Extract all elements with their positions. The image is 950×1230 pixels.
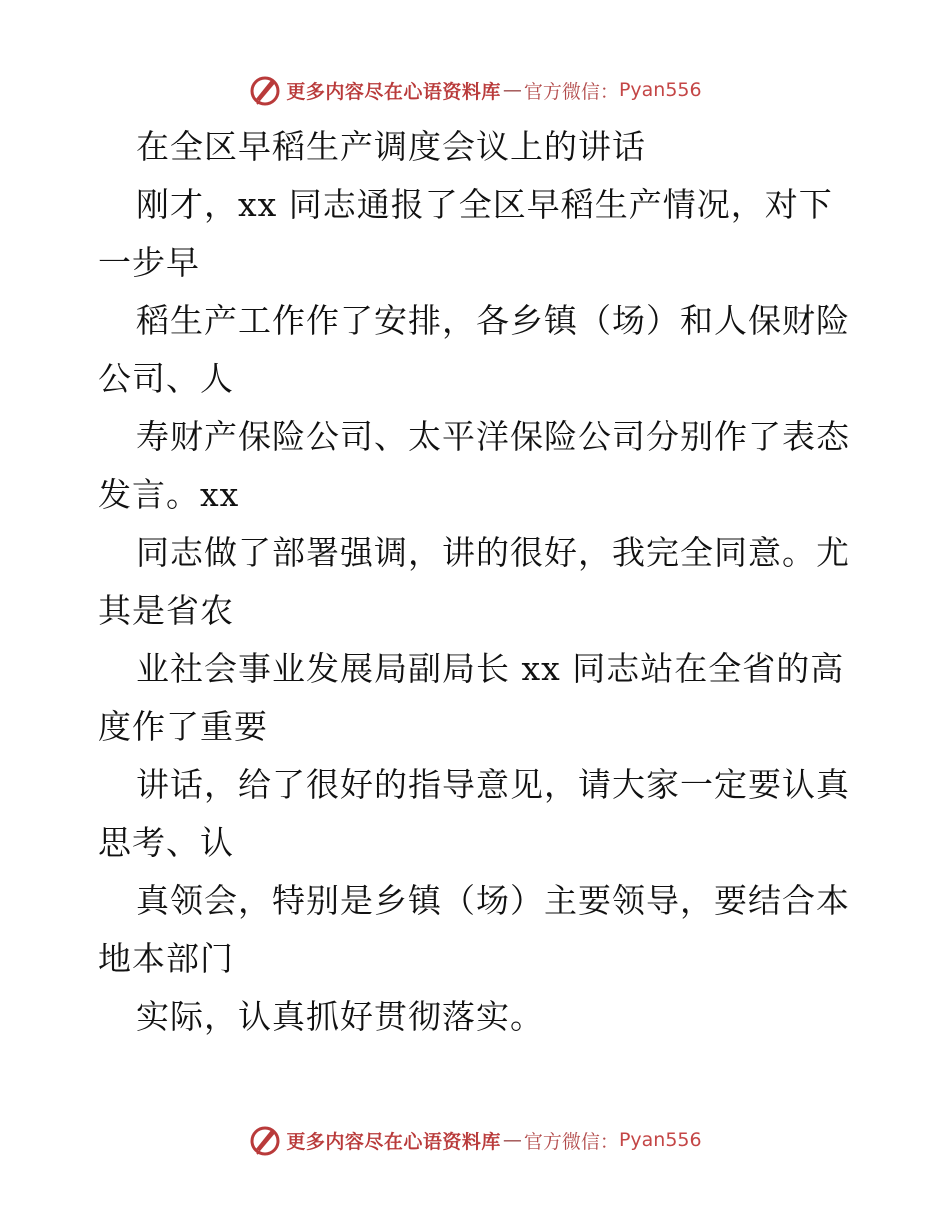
banner-text: 更多内容尽在心语资料库	[286, 80, 501, 103]
text-line: 刚才，xx 同志通报了全区早稻生产情况，对下	[136, 185, 833, 224]
document-title: 在全区早稻生产调度会议上的讲话	[136, 127, 646, 166]
text-line: 实际，认真抓好贯彻落实。	[136, 997, 544, 1036]
text-line: 寿财产保险公司、太平洋保险公司分别作了表态	[136, 417, 850, 456]
text-line: 其是省农	[98, 591, 234, 630]
banner-wechat-id: Pyan556	[618, 79, 702, 101]
document-body	[98, 118, 858, 1046]
banner-wechat-id: Pyan556	[618, 1129, 702, 1151]
text-line: 业社会事业发展局副局长 xx 同志站在全省的高	[136, 649, 845, 688]
text-line: 讲话，给了很好的指导意见，请大家一定要认真	[136, 765, 850, 804]
quill-pen-logo-icon	[248, 1123, 282, 1157]
text-line: 公司、人	[98, 359, 234, 398]
text-line: 思考、认	[98, 823, 234, 862]
banner-wechat-label: 官方微信：	[523, 80, 619, 103]
quill-pen-logo-icon	[248, 73, 282, 107]
text-line: 发言。xx	[98, 475, 240, 514]
text-line: 一步早	[98, 243, 200, 282]
footer-banner	[0, 1120, 950, 1160]
text-line: 同志做了部署强调，讲的很好，我完全同意。尤	[136, 533, 850, 572]
text-line: 度作了重要	[98, 707, 268, 746]
text-line: 稻生产工作作了安排，各乡镇（场）和人保财险	[136, 301, 850, 340]
text-line: 地本部门	[98, 939, 234, 978]
banner-separator: —	[502, 1129, 522, 1151]
header-banner	[0, 70, 950, 110]
text-line: 真领会，特别是乡镇（场）主要领导，要结合本	[136, 881, 850, 920]
banner-separator: —	[502, 79, 522, 101]
banner-wechat-label: 官方微信：	[523, 1130, 619, 1153]
banner-text: 更多内容尽在心语资料库	[286, 1130, 501, 1153]
